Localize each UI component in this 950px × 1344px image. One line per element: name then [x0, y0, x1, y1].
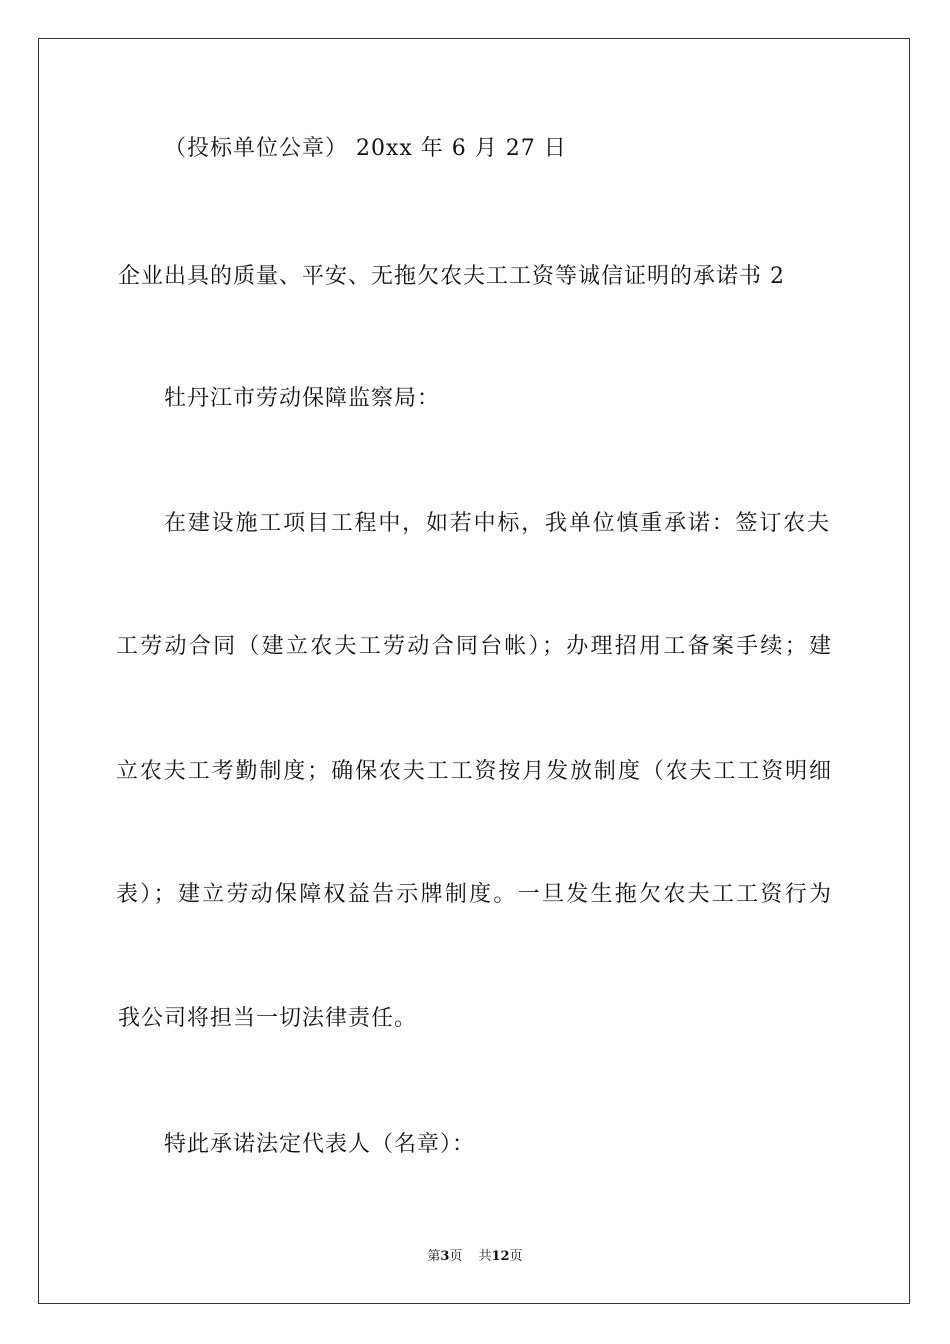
body-line-2: 工劳动合同（建立农夫工劳动合同台帐）；办理招用工备案手续；建: [116, 634, 832, 659]
footer-page-number: 3: [440, 1249, 450, 1264]
seal-date-line: （投标单位公章） 20xx 年 6 月 27 日: [164, 136, 567, 161]
page-border: [38, 38, 910, 1304]
page-footer: [0, 1248, 950, 1266]
footer-total-suffix: 页: [509, 1249, 523, 1264]
body-line-3: 立农夫工考勤制度；确保农夫工工资按月发放制度（农夫工工资明细: [116, 759, 832, 784]
addressee: 牡丹江市劳动保障监察局：: [164, 386, 441, 411]
footer-page-prefix: 第: [427, 1249, 441, 1264]
footer-total-pages: 12: [491, 1249, 510, 1264]
document-heading: 企业出具的质量、平安、无拖欠农夫工工资等诚信证明的承诺书 2: [118, 264, 785, 289]
body-line-5: 我公司将担当一切法律责任。: [118, 1006, 418, 1031]
footer-page-suffix: 页: [449, 1249, 463, 1264]
body-line-4: 表）；建立劳动保障权益告示牌制度。一旦发生拖欠农夫工工资行为: [116, 882, 832, 907]
body-line-1: 在建设施工项目工程中，如若中标，我单位慎重承诺：签订农夫: [164, 511, 830, 536]
footer-total-prefix: 共: [478, 1249, 492, 1264]
closing-line: 特此承诺法定代表人（名章）：: [164, 1132, 476, 1157]
